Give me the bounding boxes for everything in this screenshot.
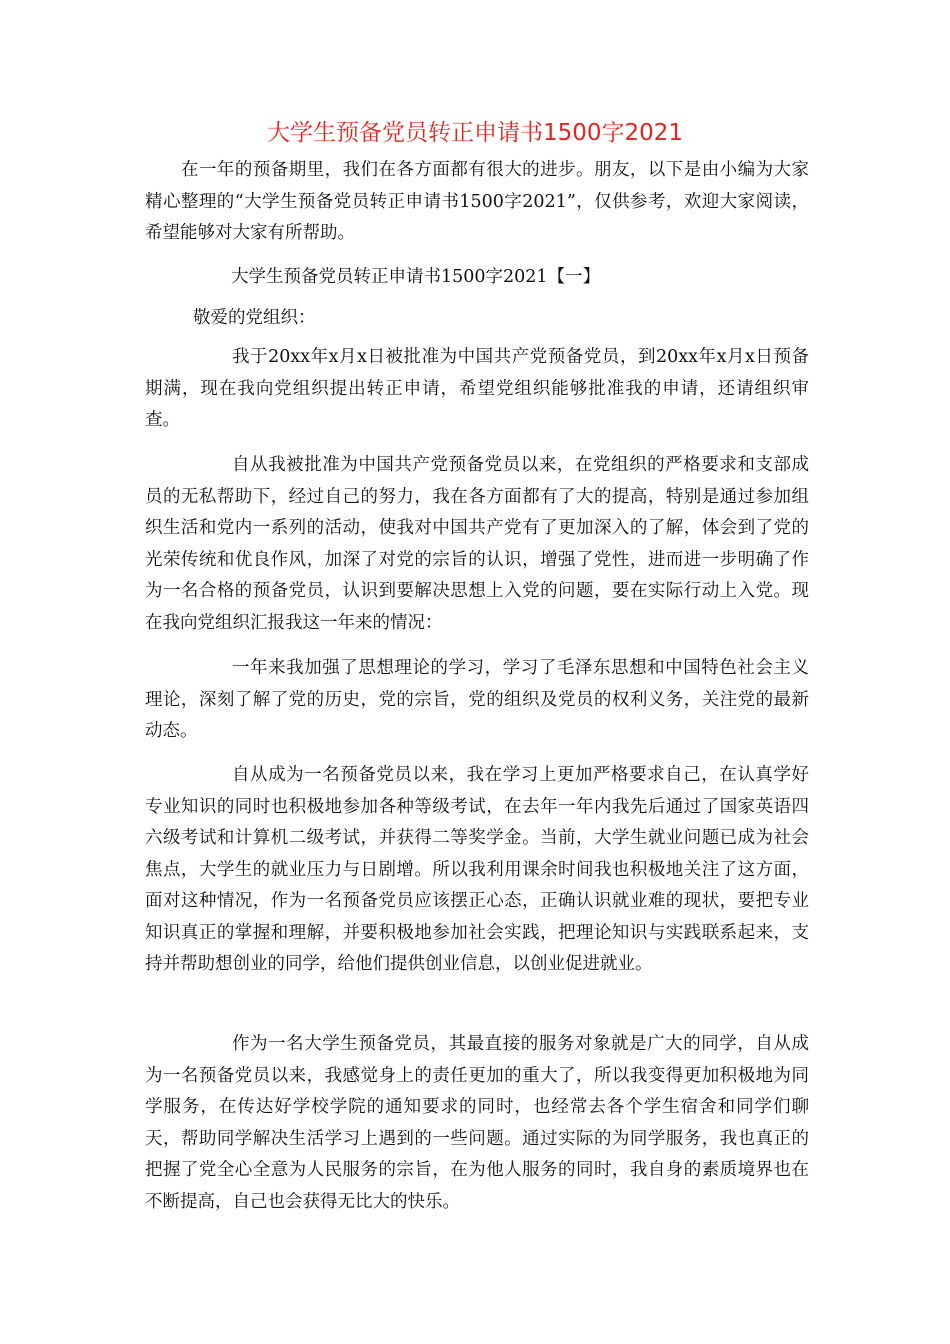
section-heading: 大学生预备党员转正申请书1500字2021【一】 [231,267,601,287]
body-paragraph-5: 作为一名大学生预备党员，其最直接的服务对象就是广大的同学，自从成为一名预备党员以来，我感觉身上的责任更加的重大了，所以我变得更加积极地为同学服务，在传达好学校学院的通知要求的同时，也经常去各个学生宿舍和同学们聊天，帮助同学解决生活学习上遇到的一些问题。通过实际的为同学服务，我也真正的把握了党全心全意为人民服务的宗旨，在为他人服务的同时，我自身的素质境界也在不断提高，自己也会获得无比大的快乐。 [145,1034,809,1212]
document-title: 大学生预备党员转正申请书1500字2021 [266,120,684,146]
salutation: 敬爱的党组织： [193,308,316,328]
intro-paragraph: 在一年的预备期里，我们在各方面都有很大的进步。朋友，以下是由小编为大家精心整理的“大学生预备党员转正申请书1500字2021”，仅供参考，欢迎大家阅读，希望能够对大家有所帮助。 [145,160,809,243]
body-paragraph-4: 自从成为一名预备党员以来，我在学习上更加严格要求自己，在认真学好专业知识的同时也积极地参加各种等级考试，在去年一年内我先后通过了国家英语四六级考试和计算机二级考试，并获得二等奖学金。当前，大学生就业问题已成为社会焦点，大学生的就业压力与日剧增。所以我利用课余时间我也积极地关注了这方面，面对这种情况，作为一名预备党员应该摆正心态，正确认识就业难的现状，要把专业知识真正的掌握和理解，并要积极地参加社会实践，把理论知识与实践联系起来，支持并帮助想创业的同学，给他们提供创业信息，以创业促进就业。 [145,765,809,974]
body-paragraph-3: 一年来我加强了思想理论的学习，学习了毛泽东思想和中国特色社会主义理论，深刻了解了党的历史，党的宗旨，党的组织及党员的权利义务，关注党的最新动态。 [145,658,809,741]
body-paragraph-1: 我于20xx年x月x日被批准为中国共产党预备党员，到20xx年x月x日预备期满，现在我向党组织提出转正申请，希望党组织能够批准我的申请，还请组织审查。 [145,347,809,430]
body-paragraph-2: 自从我被批准为中国共产党预备党员以来，在党组织的严格要求和支部成员的无私帮助下，经过自己的努力，我在各方面都有了大的提高，特别是通过参加组织生活和党内一系列的活动，使我对中国共产党有了更加深入的了解，体会到了党的光荣传统和优良作风，加深了对党的宗旨的认识，增强了党性，进而进一步明确了作为一名合格的预备党员，认识到要解决思想上入党的问题，要在实际行动上入党。现在我向党组织汇报我这一年来的情况： [145,455,809,633]
